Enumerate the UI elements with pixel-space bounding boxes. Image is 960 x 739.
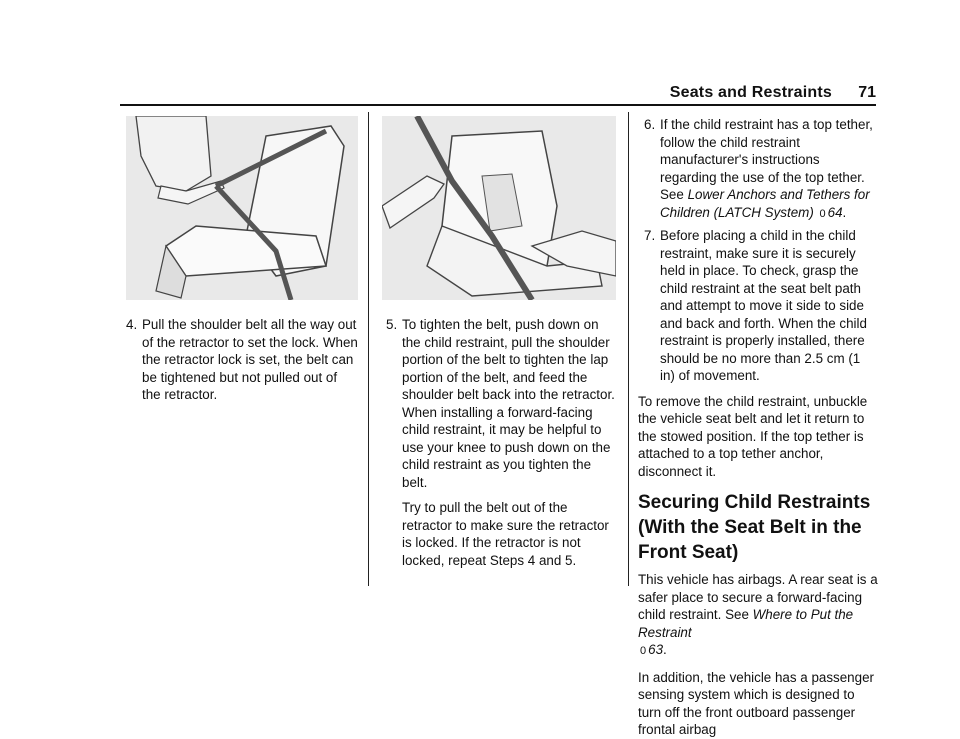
- column-1: [120, 116, 358, 404]
- step-6: [638, 116, 878, 223]
- step-4-number: 4.: [126, 317, 138, 332]
- airbag-text: This vehicle has airbags. A rear seat is a safer place to secure a forward-facing child restraint. See: [638, 572, 878, 622]
- illustration-tighten-belt: [382, 116, 616, 300]
- sensing-system-paragraph: In addition, the vehicle has a passenger sensing system which is designed to turn off the front outboard passenger frontal airbag: [638, 669, 874, 737]
- column-3: [638, 116, 878, 739]
- airbag-xref-link[interactable]: Where to Put the Restraint: [638, 607, 854, 640]
- step-7: [638, 227, 878, 385]
- step-6-xref-link[interactable]: Lower Anchors and Tethers for Children (LATCH System): [660, 187, 870, 220]
- step-7-number: 7.: [644, 228, 656, 243]
- page-number: 71: [858, 84, 876, 101]
- step-7-text: Before placing a child in the child restraint, make sure it is securely held in place. To check, grasp the child restraint at the seat belt path and attempt to move it side to side and back and forth. When the child restraint is properly installed, there should be no more than 2.5 cm (1 in) of movement.: [660, 228, 867, 383]
- step-6-xref-page[interactable]: 64: [827, 204, 843, 220]
- airbag-paragraph: [638, 571, 878, 661]
- step-5-note: Try to pull the belt out of the retractor to make sure the retractor is locked. If the retractor is not locked, repeat Steps 4 and 5.: [402, 500, 609, 568]
- step-5-number: 5.: [386, 317, 398, 332]
- column-divider: [368, 112, 369, 586]
- page-header: [120, 82, 876, 106]
- airbag-xref-page[interactable]: 63: [648, 642, 664, 657]
- step-5: [380, 316, 616, 491]
- step-6-number: 6.: [644, 117, 656, 132]
- column-2: [380, 116, 616, 569]
- illustration-pull-shoulder-belt: [126, 116, 358, 300]
- page-reference-icon: 0: [640, 645, 647, 657]
- airbag-end: .: [663, 642, 667, 657]
- step-4: [120, 316, 358, 404]
- remove-restraint-paragraph: To remove the child restraint, unbuckle the vehicle seat belt and let it return to the stowed position. If the top tether is attached to a top tether anchor, disconnect it.: [638, 393, 868, 479]
- step-6-end: .: [842, 204, 847, 220]
- section-heading: Securing Child Restraints (With the Seat Belt in the Front Seat): [638, 492, 871, 563]
- step-6-text: If the child restraint has a top tether, follow the child restraint manufacturer's instructions regarding the use of the top tether. See: [660, 117, 873, 202]
- section-title: Seats and Restraints: [669, 84, 832, 101]
- page-reference-icon: 0: [819, 207, 826, 220]
- step-4-text: Pull the shoulder belt all the way out of the retractor to set the lock. When the retractor lock is set, the belt can be tightened but not pulled out of the retractor.: [142, 317, 358, 402]
- step-5-text: To tighten the belt, push down on the child restraint, pull the shoulder portion of the belt to tighten the lap portion of the belt, and feed the shoulder belt back into the retractor. When installing a forward-facing child restraint, it may be helpful to use your knee to push down on the child restraint as you tighten the belt.: [402, 317, 615, 490]
- column-divider: [628, 112, 629, 586]
